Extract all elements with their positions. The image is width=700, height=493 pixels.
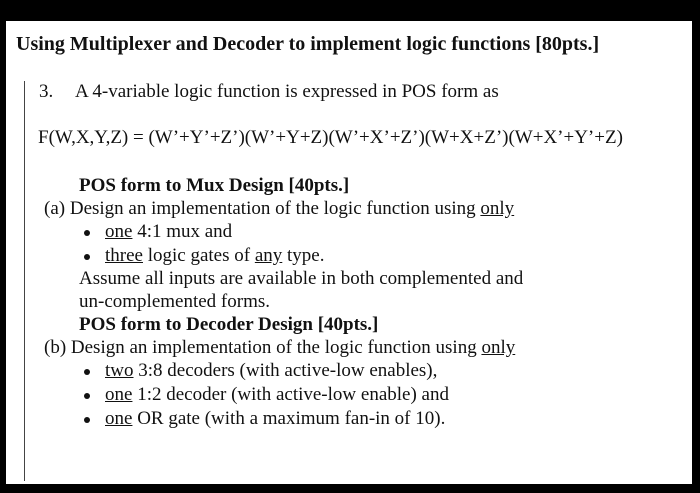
part-a-bullet-1: [105, 221, 232, 243]
part-b-only: only: [481, 337, 516, 358]
pos-equation: F(W,X,Y,Z) = (W’+Y’+Z’)(W’+Y+Z)(W’+X’+Z’)(W+X+Z’)(W+X’+Y’+Z): [38, 127, 623, 148]
part-b-bullet-3: [105, 408, 445, 430]
part-a-only: only: [480, 198, 515, 219]
part-b-label: (b): [44, 337, 67, 358]
part-a-note-2: un-complemented forms.: [79, 291, 271, 312]
document-page: [6, 21, 692, 484]
part-b-bullet-1: [105, 360, 437, 382]
bullet-text: 4:1 mux and: [132, 221, 233, 242]
part-a-bullet-2: [105, 245, 325, 267]
bullet-dot: [84, 254, 90, 260]
bullet-dot: [84, 417, 90, 423]
emph-word: any: [254, 245, 283, 266]
page-title: Using Multiplexer and Decoder to implement logic functions [80pts.]: [16, 33, 600, 55]
bullet-text: type.: [282, 245, 325, 266]
part-a-text: Design an implementation of the logic function using: [69, 198, 481, 219]
part-b-text: Design an implementation of the logic function using: [70, 337, 482, 358]
bullet-text: 1:2 decoder (with active-low enable) and: [132, 384, 449, 405]
emph-word: three: [105, 245, 143, 266]
part-a-label: (a): [44, 198, 66, 219]
emph-word: one: [105, 384, 133, 405]
left-margin-line: [24, 81, 25, 481]
emph-word: two: [105, 360, 134, 381]
bullet-dot: [84, 369, 90, 375]
part-a-line: [44, 198, 514, 220]
part-a-note-1: Assume all inputs are available in both complemented and: [79, 268, 524, 289]
emph-word: one: [105, 221, 133, 242]
part-a-heading: POS form to Mux Design [40pts.]: [79, 175, 350, 196]
bullet-dot: [84, 393, 90, 399]
part-b-heading: POS form to Decoder Design [40pts.]: [79, 314, 379, 335]
part-b-bullet-2: [105, 384, 449, 406]
emph-word: one: [105, 408, 133, 429]
problem-number: 3.: [39, 81, 54, 102]
bullet-dot: [84, 230, 90, 236]
bullet-text: 3:8 decoders (with active-low enables),: [133, 360, 438, 381]
bullet-text: logic gates of: [142, 245, 255, 266]
problem-statement: A 4-variable logic function is expressed in POS form as: [75, 81, 499, 102]
part-b-line: [44, 337, 515, 359]
bullet-text: OR gate (with a maximum fan-in of 10).: [132, 408, 446, 429]
